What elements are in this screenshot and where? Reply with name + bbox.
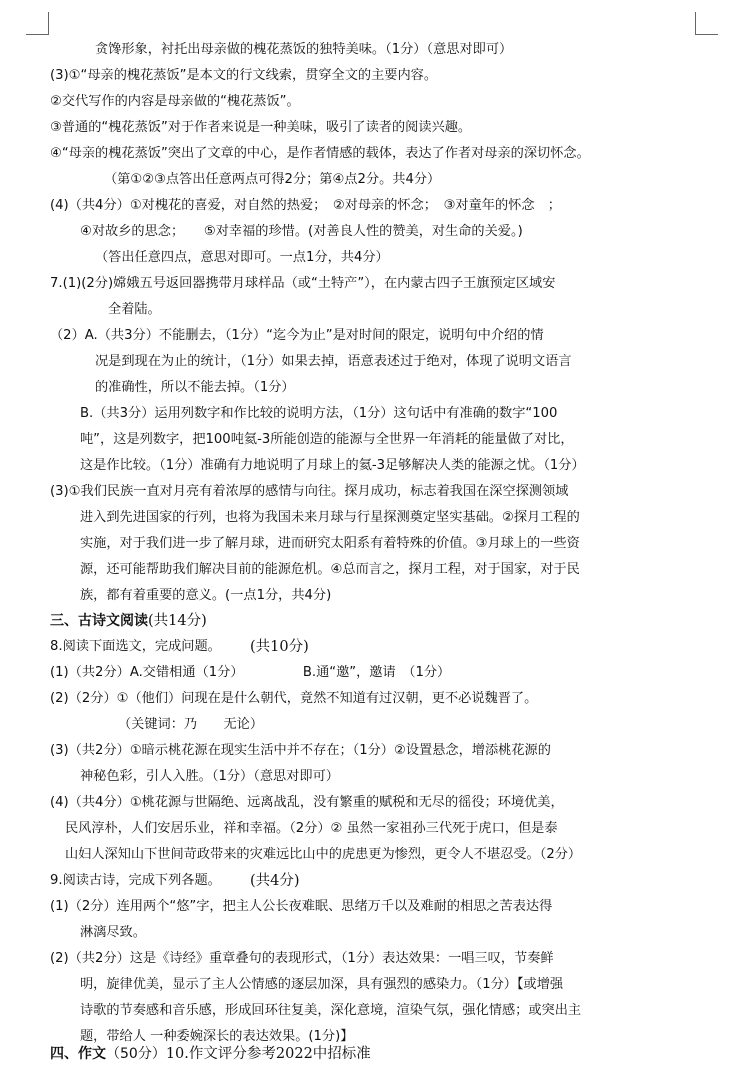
section-title: 四、作文 bbox=[50, 1046, 106, 1062]
text-line: 山妇人深知山下世间苛政带来的灾难远比山中的虎患更为惨烈，更令人不堪忍受。（2分） bbox=[65, 847, 582, 862]
text-line: 源，还可能帮助我们解决目前的能源危机。④总而言之，探月工程，对于国家，对于民 bbox=[80, 562, 580, 577]
text-line: 民风淳朴，人们安居乐业，祥和幸福。（2分）② 虽然一家祖孙三代死于虎口，但是泰 bbox=[65, 821, 558, 836]
text-line: (3)①“母亲的槐花蒸饭”是本文的行文线索，贯穿全文的主要内容。 bbox=[50, 68, 438, 83]
text-line: (1)（2分）连用两个“悠”字，把主人公长夜难眠、思绪万千以及难耐的相思之苦表达得 bbox=[50, 899, 553, 914]
text-line: 题，带给人 一种委婉深长的表达效果。(1分)】 bbox=[80, 1029, 354, 1044]
text-line: （关键词：乃 无论） bbox=[118, 717, 264, 732]
section-score: (共14分) bbox=[148, 613, 207, 629]
text-line: ②交代写作的内容是母亲做的“槐花蒸饭”。 bbox=[50, 94, 300, 109]
crop-mark-top-right bbox=[695, 12, 718, 35]
section-score: （50分） bbox=[106, 1046, 166, 1062]
text-line: B.（共3分）运用列数字和作比较的说明方法，（1分）这句话中有准确的数字“100 bbox=[80, 406, 558, 421]
text-line: (1)（共2分）A.交错相通（1分） B.通“邀”，邀请 （1分） bbox=[50, 665, 451, 680]
text-line: （答出任意四点，意思对即可。一点1分，共4分） bbox=[95, 250, 389, 265]
text-line: 神秘色彩，引人入胜。（1分）（意思对即可） bbox=[80, 769, 339, 784]
text-line: 淋漓尽致。 bbox=[80, 925, 146, 940]
text-line: 7.(1)(2分)嫦娥五号返回器携带月球样品（或“土特产”），在内蒙古四子王旗预定区域安 bbox=[50, 276, 556, 291]
text-line: 诗歌的节奏感和音乐感，形成回环往复美，深化意境，渲染气氛，强化情感；或突出主 bbox=[80, 1003, 582, 1018]
essay-criteria: 10.作文评分参考2022中招标准 bbox=[165, 1046, 371, 1062]
section-title: 三、古诗文阅读 bbox=[50, 613, 148, 629]
text-line: (3)①我们民族一直对月亮有着浓厚的感情与向往。探月成功，标志着我国在深空探测领域 bbox=[50, 484, 569, 499]
text-line: 9.阅读古诗，完成下列各题。 bbox=[50, 873, 221, 888]
text-line: 族，都有着重要的意义。(一点1分，共4分) bbox=[80, 588, 332, 603]
text-line: (2)（共2分）这是《诗经》重章叠句的表现形式，（1分）表达效果：一唱三叹，节奏鲜 bbox=[50, 951, 554, 966]
text-line: 吨”，这是列数字，把100吨氦-3所能创造的能源与全世界一年消耗的能量做了对比， bbox=[80, 432, 574, 447]
text-line: (4)（共4分）①桃花源与世隔绝、远离战乱，没有繁重的赋税和无尽的徭役；环境优美， bbox=[50, 795, 564, 810]
text-line: （第①②③点答出任意两点可得2分；第④点2分。共4分） bbox=[104, 172, 441, 187]
section-heading-3 bbox=[50, 612, 207, 630]
text-line: 这是作比较。（1分）准确有力地说明了月球上的氦-3足够解决人类的能源之忧。（1分） bbox=[80, 458, 585, 473]
text-line: ③普通的“槐花蒸饭”对于作者来说是一种美味，吸引了读者的阅读兴趣。 bbox=[50, 120, 472, 135]
question-8-score: (共10分) bbox=[250, 639, 309, 655]
text-line: 的准确性，所以不能去掉。（1分） bbox=[95, 380, 295, 395]
text-line: ④“母亲的槐花蒸饭”突出了文章的中心，是作者情感的载体，表达了作者对母亲的深切怀念。 bbox=[50, 146, 590, 161]
text-line: （2）A.（共3分）不能删去，（1分）“迄今为止”是对时间的限定，说明句中介绍的情 bbox=[50, 328, 544, 343]
section-heading-4 bbox=[50, 1045, 371, 1063]
text-line: 8.阅读下面选文，完成问题。 bbox=[50, 639, 221, 654]
text-line: 贪馋形象，衬托出母亲做的槐花蒸饭的独特美味。（1分）（意思对即可） bbox=[95, 42, 513, 57]
text-line: 明，旋律优美，显示了主人公情感的逐层加深，具有强烈的感染力。（1分）【或增强 bbox=[80, 977, 564, 992]
text-line: 况是到现在为止的统计，（1分）如果去掉，语意表述过于绝对，体现了说明文语言 bbox=[95, 354, 572, 369]
text-line: (2)（2分）①（他们）问现在是什么朝代，竟然不知道有过汉朝，更不必说魏晋了。 bbox=[50, 691, 538, 706]
text-line: 进入到先进国家的行列，也将为我国未来月球与行星探测奠定坚实基础。②探月工程的 bbox=[80, 510, 580, 525]
text-line: (3)（共2分）①暗示桃花源在现实生活中并不存在；（1分）②设置悬念，增添桃花源的 bbox=[50, 743, 551, 758]
text-line: 实施，对于我们进一步了解月球，进而研究太阳系有着特殊的价值。③月球上的一些资 bbox=[80, 536, 580, 551]
crop-mark-top-left bbox=[26, 12, 49, 35]
text-line: ④对故乡的思念； ⑤对幸福的珍惜。(对善良人性的赞美，对生命的关爱。) bbox=[80, 224, 523, 239]
text-line: (4)（共4分）①对槐花的喜爱，对自然的热爱； ②对母亲的怀念； ③对童年的怀念 ； bbox=[50, 198, 561, 213]
question-9-score: (共4分) bbox=[250, 873, 300, 889]
text-line: 全着陆。 bbox=[108, 302, 161, 317]
